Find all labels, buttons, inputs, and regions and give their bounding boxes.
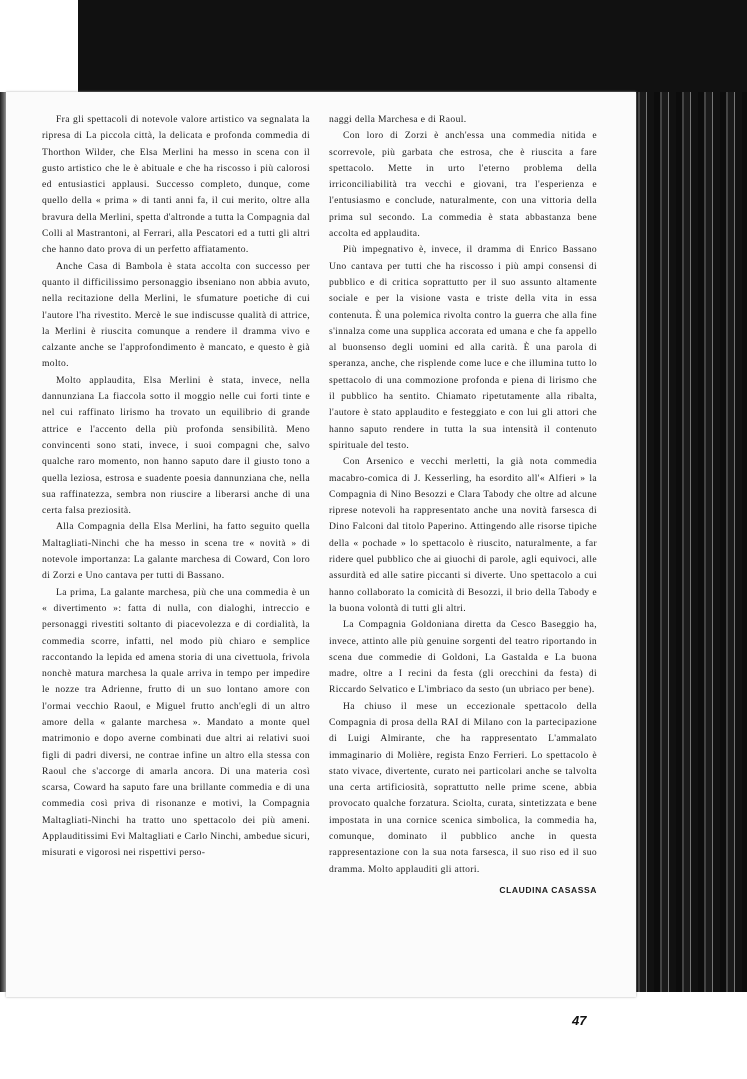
paragraph: Più impegnativo è, invece, il dramma di Enrico Bassano Uno cantava per tutti che ha riscosso i più ampi consensi di pubblico e di critica soprattutto per il suo assunto altamente sociale e per la visione vasta e triste della vita in essa contenuta. È una polemica rivolta contro la guerra che alla fine s'innalza come una supplica accorata ed umana e che fa appello al buonsenso degli uomini ed alla carità. È una parola di speranza, anche, che risplende come luce e che illumina tutto lo spettacolo di una commozione profonda e piena di lirismo che il pubblico ha sentito. Chiamato ripetutamente alla ribalta, l'autore è stato applaudito e festeggiato e con lui gli attori che hanno saputo rendere in tutta la sua intensità il contenuto spirituale del testo. — [329, 244, 597, 451]
scan-page-edges — [632, 92, 747, 992]
author-byline: CLAUDINA CASASSA — [499, 884, 597, 895]
paragraph: Con loro di Zorzi è anch'essa una commedia nitida e scorrevole, più garbata che estrosa, che è riuscita a fare spettacolo. Mette in urto l'eterno problema della irriconciliabilità tra vecchi e giovani, tra l'esperienza e l'entusiasmo e conclude, naturalmente, con una vittoria della prima sul secondo. La commedia è stata abbastanza bene accolta ed applaudita. — [329, 130, 597, 240]
paragraph: Alla Compagnia della Elsa Merlini, ha fatto seguito quella Maltagliati-Ninchi che ha messo in scena tre « novità » di notevole importanza: La galante marchesa di Coward, Con loro di Zorzi e Uno cantava per tutti di Bassano. — [42, 521, 310, 582]
paragraph: La Compagnia Goldoniana diretta da Cesco Baseggio ha, invece, attinto alle più genuine sorgenti del teatro riportando in scena due commedie di Goldoni, La Gastalda e La buona madre, oltre a I recini da festa (gli orecchini da festa) di Riccardo Selvatico e L'imbriaco da sesto (un ubriaco per bene). — [329, 619, 597, 696]
page-number: 47 — [572, 1013, 587, 1028]
paragraph: Molto applaudita, Elsa Merlini è stata, invece, nella dannunziana La fiaccola sotto il moggio nelle cui forti tinte e nel cui raffinato lirismo ha trovato un equilibrio di grande attrice e l'accento della più profonda sensibilità. Meno convincenti sono stati, invece, i suoi compagni che, salvo qualche raro momento, non hanno saputo dare il giusto tono a quella leziosa, estrosa e suadente poesia dannunziana che, nella sua raffinatezza, sembra non riuscire a liberarsi anche di una certa falsa preziosità. — [42, 374, 310, 517]
paragraph: La prima, La galante marchesa, più che una commedia è un « divertimento »: fatta di nulla, con dialoghi, intreccio e personaggi rivestiti soltanto di piacevolezza e di cordialità, la commedia scorre, infatti, nel modo più chiaro e semplice raccontando la lepida ed amena storia di una civettuola, frivola nonchè matura marchesa la quale arriva in tempo per impedire le nozze tra Adrienne, frutto di un suo lontano amore con l'ormai vecchio Raoul, e Miguel frutto anch'egli di un altro amore della « galante marchesa ». Mandato a monte quel matrimonio e dopo averne combinati due altri ai relativi suoi figli di padri diversi, ne contrae infine un altro ella stessa con Raoul che s'accorge di amarla ancora. Di una materia così scarsa, Coward ha saputo fare una brillante commedia e di una commedia così priva di risonanze e motivi, la Compagnia Maltagliati-Ninchi ha tratto uno spettacolo dei più ameni. Applauditissimi Evi Maltagliati e Carlo Ninchi, ambedue sicuri, misurati e vigorosi nei rispettivi perso- — [42, 586, 310, 859]
scan-black-band — [78, 0, 747, 92]
paragraph: Anche Casa di Bambola è stata accolta con successo per quanto il difficilissimo personaggio ibseniano non abbia avuto, nella recitazione della Merlini, le sfumature poetiche di cui l'autore l'ha rivestito. Mercè le sue indiscusse qualità di attrice, la Merlini è riuscita comunque a rendere il dramma vivo e calzante anche se l'approfondimento è mancato, e questo è già molto. — [42, 260, 310, 370]
paragraph: Fra gli spettacoli di notevole valore artistico va segnalata la ripresa di La piccola città, la delicata e profonda commedia di Thorthon Wilder, che Elsa Merlini ha messo in scena con il gusto artistico che le è abituale e che ha riscosso i più calorosi ed entusiastici applausi. Successo completo, dunque, come quello della « prima » di tanti anni fa, il cui merito, oltre alla bravura della Merlini, spetta d'altronde a tutta la Compagnia dal Colli al Mastrantoni, al Ferrari, alla Pescatori ed a tutti gli altri che hanno dato prova di un perfetto affiatamento. — [42, 114, 310, 256]
paragraph: naggi della Marchesa e di Raoul. — [329, 114, 467, 125]
paragraph: Ha chiuso il mese un eccezionale spettacolo della Compagnia di prosa della RAI di Milano con la partecipazione di Luigi Almirante, che ha rappresentato L'ammalato immaginario di Molière, regista Enzo Ferrieri. Lo spettacolo è stato vivace, divertente, curato nei particolari anche se talvolta una certa artificiosità, soprattutto nelle prime scene, abbia provocato qualche forzatura. Sciolta, curata, sintetizzata e bene impostata in una cornice scenica simbolica, la commedia ha, comunque, dominato il pubblico anche in questa rappresentazione con la sua nota farsesca, il suo riso ed il suo dramma. Molto applauditi gli attori. — [329, 700, 597, 875]
paragraph: Con Arsenico e vecchi merletti, la già nota commedia macabro-comica di J. Kesserling, ha esordito all'« Alfieri » la Compagnia di Nino Besozzi e Clara Tabody che oltre ad alcune riprese notevoli ha rappresentato anche una novità farsesca di Dino Falconi dal titolo Paperino. Attingendo alle risorse tipiche della « pochade » lo spettacolo è riuscito, naturalmente, a far ridere quel pubblico che ai giuochi di parole, agli equivoci, alle assurdità ed alle satire piccanti si diverte. Uno spettacolo a cui hanno collaborato la comicità di Besozzi, il brio della Tabody e la buona volontà di tutti gli altri. — [329, 456, 597, 614]
left-text-column — [42, 112, 310, 862]
right-text-column — [329, 112, 597, 898]
